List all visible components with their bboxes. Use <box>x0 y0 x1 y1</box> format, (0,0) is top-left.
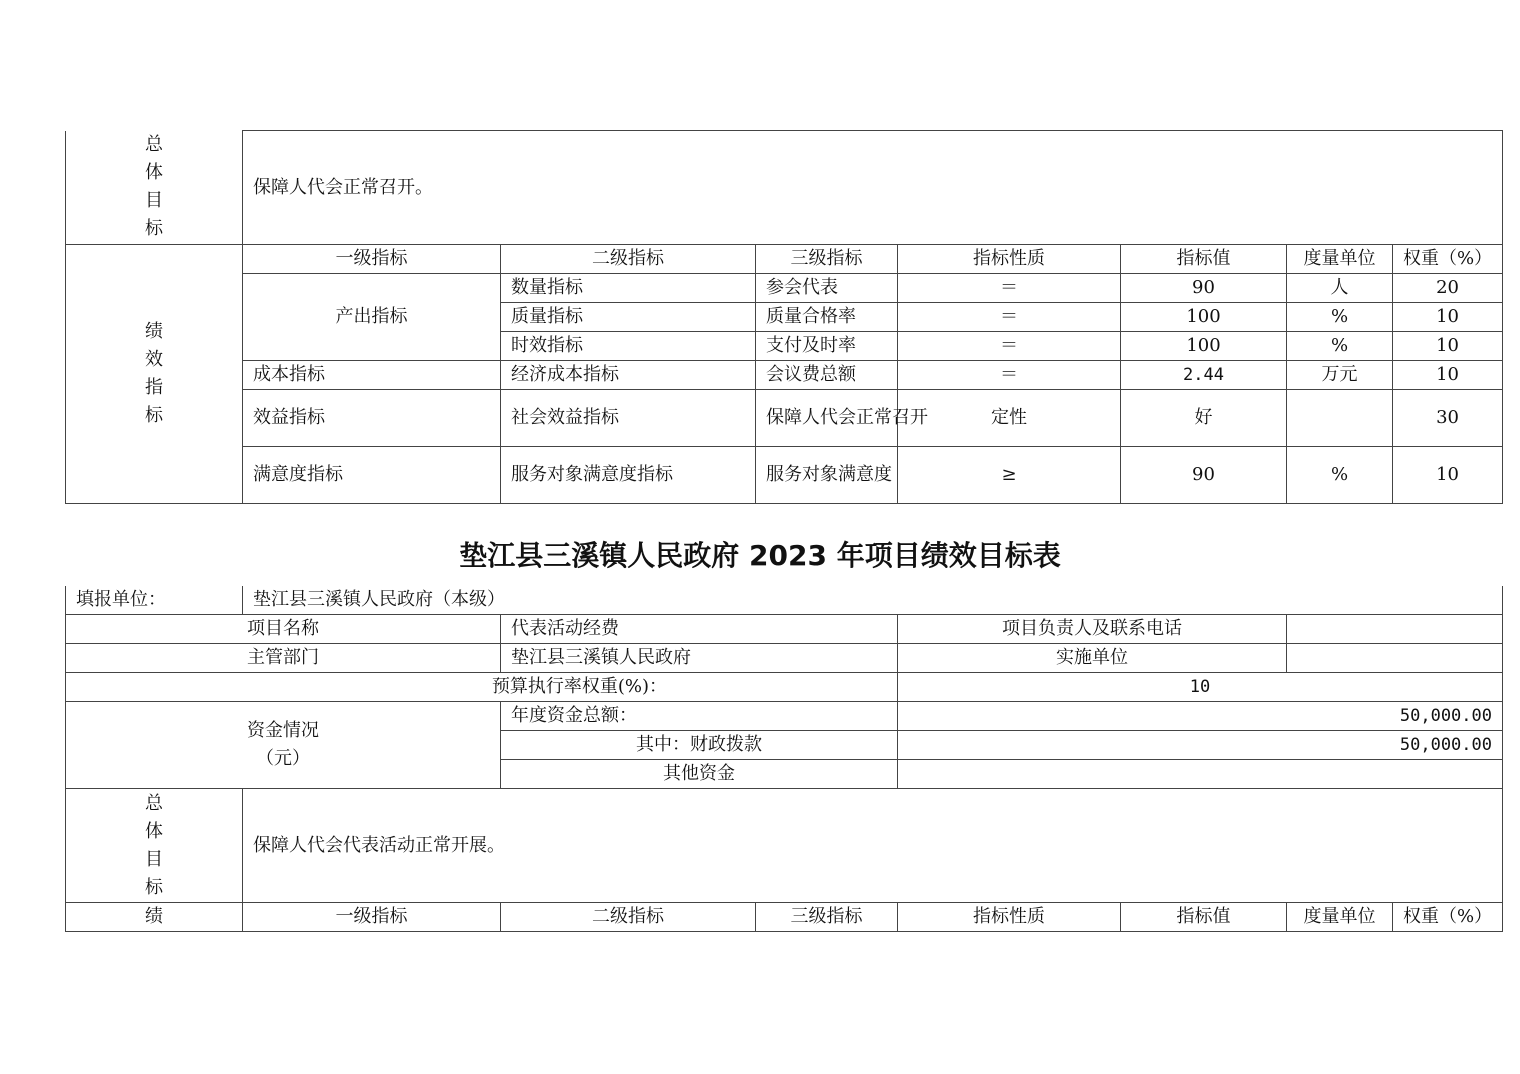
header-weight: 权重（%） <box>1393 245 1503 274</box>
overall-goal-text: 保障人代会代表活动正常开展。 <box>243 789 1503 903</box>
budget-weight-value: 10 <box>898 673 1503 702</box>
annual-total-value: 50,000.00 <box>898 702 1503 731</box>
table-row <box>66 447 1503 504</box>
cell-level2: 时效指标 <box>501 332 756 361</box>
header-unit: 度量单位 <box>1287 903 1393 932</box>
cell-unit <box>1287 390 1393 447</box>
cell-value: 好 <box>1121 390 1287 447</box>
cell-nature: ≥ <box>898 447 1121 504</box>
cell-weight: 10 <box>1393 447 1503 504</box>
fiscal-allocation-label: 其中：财政拨款 <box>501 731 898 760</box>
page-title: 垫江县三溪镇人民政府 2023 年项目绩效目标表 <box>459 539 1061 572</box>
header-level3: 三级指标 <box>756 903 898 932</box>
dept-label: 主管部门 <box>66 644 501 673</box>
header-level3: 三级指标 <box>756 245 898 274</box>
table-row <box>66 361 1503 390</box>
header-weight: 权重（%） <box>1393 903 1503 932</box>
header-level1: 一级指标 <box>243 245 501 274</box>
fund-info-label: 资金情况 （元） <box>66 702 501 789</box>
cell-weight: 10 <box>1393 303 1503 332</box>
cell-level3: 参会代表 <box>756 274 898 303</box>
header-value: 指标值 <box>1121 245 1287 274</box>
header-nature: 指标性质 <box>898 903 1121 932</box>
cell-level2: 质量指标 <box>501 303 756 332</box>
impl-unit-label: 实施单位 <box>898 644 1287 673</box>
cell-level2: 经济成本指标 <box>501 361 756 390</box>
cell-nature: 定性 <box>898 390 1121 447</box>
table-row <box>66 390 1503 447</box>
cell-value: 90 <box>1121 274 1287 303</box>
header-value: 指标值 <box>1121 903 1287 932</box>
cell-nature: ＝ <box>898 361 1121 390</box>
overall-goal-text: 保障人代会正常召开。 <box>243 131 1503 245</box>
cell-value: 90 <box>1121 447 1287 504</box>
other-funds-label: 其他资金 <box>501 760 898 789</box>
cell-level3: 保障人代会正常召开 <box>756 390 898 447</box>
fill-unit-label: 填报单位： <box>66 586 243 615</box>
overall-goal-label: 总 体 目 标 <box>66 789 243 903</box>
performance-table-top <box>65 130 1503 504</box>
cell-weight: 10 <box>1393 361 1503 390</box>
cell-value: 100 <box>1121 332 1287 361</box>
table-row <box>66 274 1503 303</box>
cell-nature: ＝ <box>898 303 1121 332</box>
header-level2: 二级指标 <box>501 245 756 274</box>
cell-weight: 20 <box>1393 274 1503 303</box>
cell-level2: 社会效益指标 <box>501 390 756 447</box>
header-level2: 二级指标 <box>501 903 756 932</box>
cell-weight: 10 <box>1393 332 1503 361</box>
header-nature: 指标性质 <box>898 245 1121 274</box>
cell-nature: ＝ <box>898 274 1121 303</box>
cell-unit: 人 <box>1287 274 1393 303</box>
perf-indicator-label: 绩 效 指 标 <box>66 245 243 504</box>
annual-total-label: 年度资金总额： <box>501 702 898 731</box>
output-indicator-label: 产出指标 <box>243 274 501 361</box>
cell-unit: % <box>1287 332 1393 361</box>
header-unit: 度量单位 <box>1287 245 1393 274</box>
fill-unit-value: 垫江县三溪镇人民政府（本级） <box>243 586 1503 615</box>
cell-nature: ＝ <box>898 332 1121 361</box>
cell-unit: % <box>1287 303 1393 332</box>
overall-goal-label: 总 体 目 标 <box>66 131 243 245</box>
cell-unit: 万元 <box>1287 361 1393 390</box>
project-name-value: 代表活动经费 <box>501 615 898 644</box>
header-level1: 一级指标 <box>243 903 501 932</box>
perf-indicator-label: 绩 <box>66 903 243 932</box>
fiscal-allocation-value: 50,000.00 <box>898 731 1503 760</box>
cell-level1: 满意度指标 <box>243 447 501 504</box>
impl-unit-value <box>1287 644 1503 673</box>
cell-weight: 30 <box>1393 390 1503 447</box>
cell-unit: % <box>1287 447 1393 504</box>
dept-value: 垫江县三溪镇人民政府 <box>501 644 898 673</box>
cell-value: 2.44 <box>1121 361 1287 390</box>
budget-weight-label: 预算执行率权重(%)： <box>66 673 898 702</box>
contact-label: 项目负责人及联系电话 <box>898 615 1287 644</box>
cell-level3: 会议费总额 <box>756 361 898 390</box>
cell-level3: 支付及时率 <box>756 332 898 361</box>
cell-level2: 数量指标 <box>501 274 756 303</box>
contact-value <box>1287 615 1503 644</box>
other-funds-value <box>898 760 1503 789</box>
cell-value: 100 <box>1121 303 1287 332</box>
cell-level2: 服务对象满意度指标 <box>501 447 756 504</box>
project-name-label: 项目名称 <box>66 615 501 644</box>
cell-level1: 效益指标 <box>243 390 501 447</box>
cell-level3: 服务对象满意度 <box>756 447 898 504</box>
cell-level3: 质量合格率 <box>756 303 898 332</box>
performance-table-bottom <box>65 586 1503 932</box>
cell-level1: 成本指标 <box>243 361 501 390</box>
